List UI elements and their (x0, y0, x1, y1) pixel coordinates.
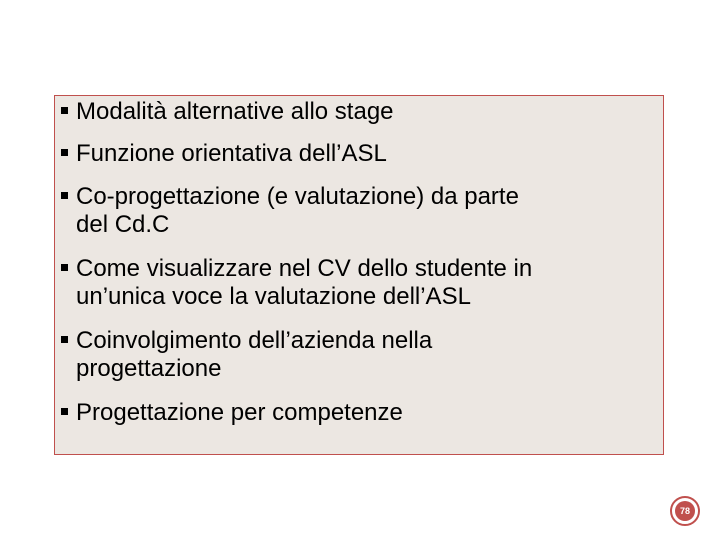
bullet-text-continuation: progettazione (76, 355, 222, 382)
bullet-item (60, 255, 532, 311)
bullet-text-continuation: un’unica voce la valutazione dell’ASL (76, 283, 471, 310)
page-number: 78 (675, 501, 695, 521)
bullet-item (60, 183, 519, 239)
square-bullet-icon (61, 107, 68, 114)
bullet-item (60, 327, 432, 383)
bullet-text: Co-progettazione (e valutazione) da parte (76, 183, 519, 210)
bullet-text: Modalità alternative allo stage (76, 98, 394, 125)
bullet-item (60, 98, 394, 126)
square-bullet-icon (61, 149, 68, 156)
square-bullet-icon (61, 336, 68, 343)
square-bullet-icon (61, 192, 68, 199)
bullet-text-continuation: del Cd.C (76, 211, 170, 238)
bullet-item (60, 140, 387, 168)
bullet-text: Progettazione per competenze (76, 399, 403, 426)
bullet-text: Funzione orientativa dell’ASL (76, 140, 387, 167)
square-bullet-icon (61, 264, 68, 271)
bullet-text: Come visualizzare nel CV dello studente in (76, 255, 533, 282)
square-bullet-icon (61, 408, 68, 415)
bullet-text: Coinvolgimento dell’azienda nella (76, 327, 433, 354)
bullet-item (60, 399, 403, 427)
page-number-badge (670, 496, 700, 526)
